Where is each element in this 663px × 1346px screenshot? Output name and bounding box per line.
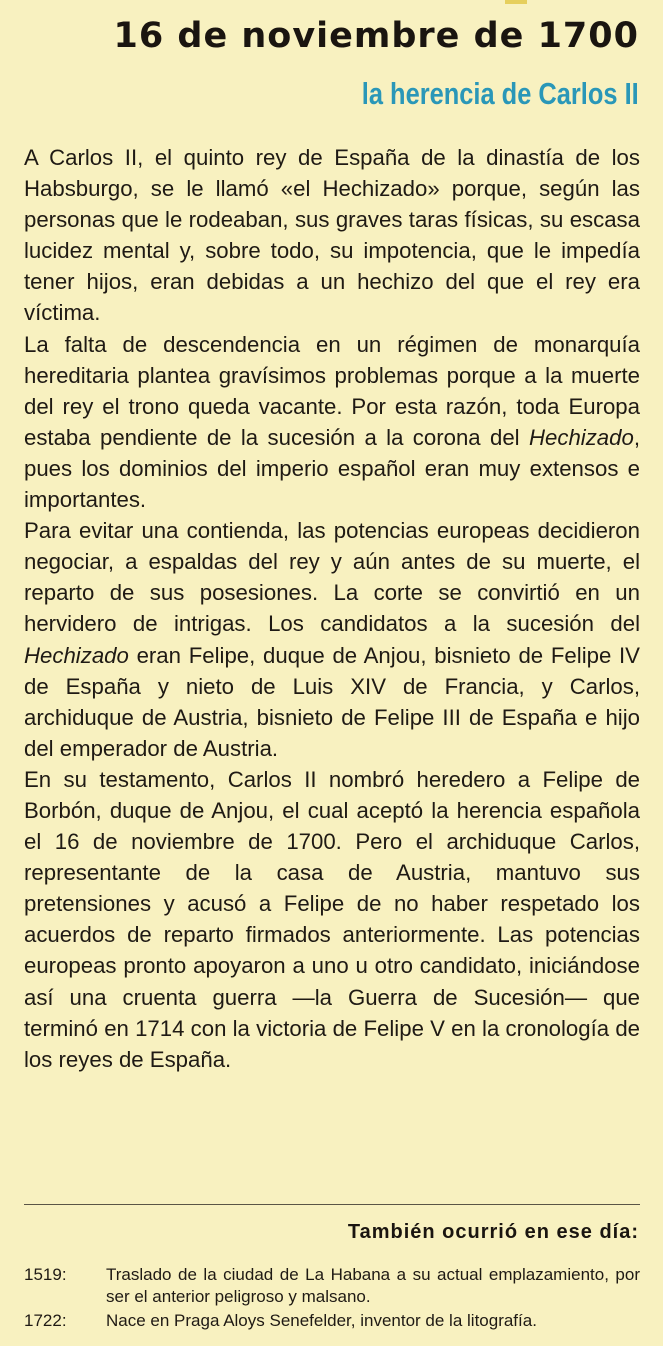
paragraph-2: [24, 329, 640, 516]
event-item: [24, 1310, 640, 1332]
decorative-bar: [505, 0, 527, 4]
paragraph-4: En su testamento, Carlos II nombró heredero a Felipe de Borbón, duque de Anjou, el cual aceptó la herencia española el 16 de noviembre de 1700. Pero el archiduque Carlos, representante de la casa de Austria, mantuvo sus pretensiones y acusó a Felipe de no haber respetado los acuerdos de reparto firmados anteriormente. Las potencias europeas pronto apoyaron a uno u otro candidato, iniciándose así una cruenta guerra —la Guerra de Sucesión— que terminó en 1714 con la victoria de Felipe V en la cronología de los reyes de España.: [24, 766, 640, 1072]
paragraph-3-text-a: Para evitar una contienda, las potencias europeas decidieron negociar, a espaldas del rey y aún antes de su muerte, el reparto de sus posesiones. La corte se convirtió en un hervidero de intrigas. Los candidatos a la sucesión del: [24, 518, 640, 637]
paragraph-3-text-b: eran Felipe, duque de Anjou, bisnieto de Felipe IV de España y nieto de Luis XIV de Francia, y Carlos, archiduque de Austria, bisnieto de Felipe III de España e hijo del emperador de Austria.: [24, 642, 640, 761]
event-year: 1519:: [24, 1265, 67, 1284]
section-divider: [24, 1204, 640, 1205]
paragraph-1: A Carlos II, el quinto rey de España de la dinastía de los Habsburgo, se le llamó «el Hechizado» porque, según las personas que le rodeaban, sus graves taras físicas, su escasa lucidez mental y, sobre todo, su impotencia, que le impedía tener hijos, eran debidas a un hechizo del que el rey era víctima.: [24, 145, 640, 326]
event-year: 1722:: [24, 1311, 67, 1330]
page-title: 16 de noviembre de 1700: [113, 16, 639, 56]
also-happened-heading: También ocurrió en ese día:: [347, 1221, 639, 1243]
paragraph-2-text-a: La falta de descendencia en un régimen de monarquía hereditaria plantea gravísimos problemas porque a la muerte del rey el trono queda vacante. Por esta razón, toda Europa estaba pendiente de la sucesión a la corona del: [24, 331, 640, 450]
paragraph-2-text-b: , pues los dominios del imperio español eran muy extensos e importantes.: [24, 424, 640, 513]
page-subtitle: la herencia de Carlos II: [362, 76, 639, 111]
event-text: Nace en Praga Aloys Senefelder, inventor de la litografía.: [106, 1311, 537, 1330]
event-text: Traslado de la ciudad de La Habana a su actual emplazamiento, por ser el anterior peligroso y malsano.: [106, 1265, 640, 1306]
paragraph-3: [24, 515, 640, 764]
paragraph-2-emphasis: Hechizado: [528, 424, 634, 450]
article-body: [24, 142, 640, 1075]
paragraph-3-emphasis: Hechizado: [24, 642, 129, 668]
events-list: [24, 1264, 640, 1334]
event-item: [24, 1264, 640, 1308]
